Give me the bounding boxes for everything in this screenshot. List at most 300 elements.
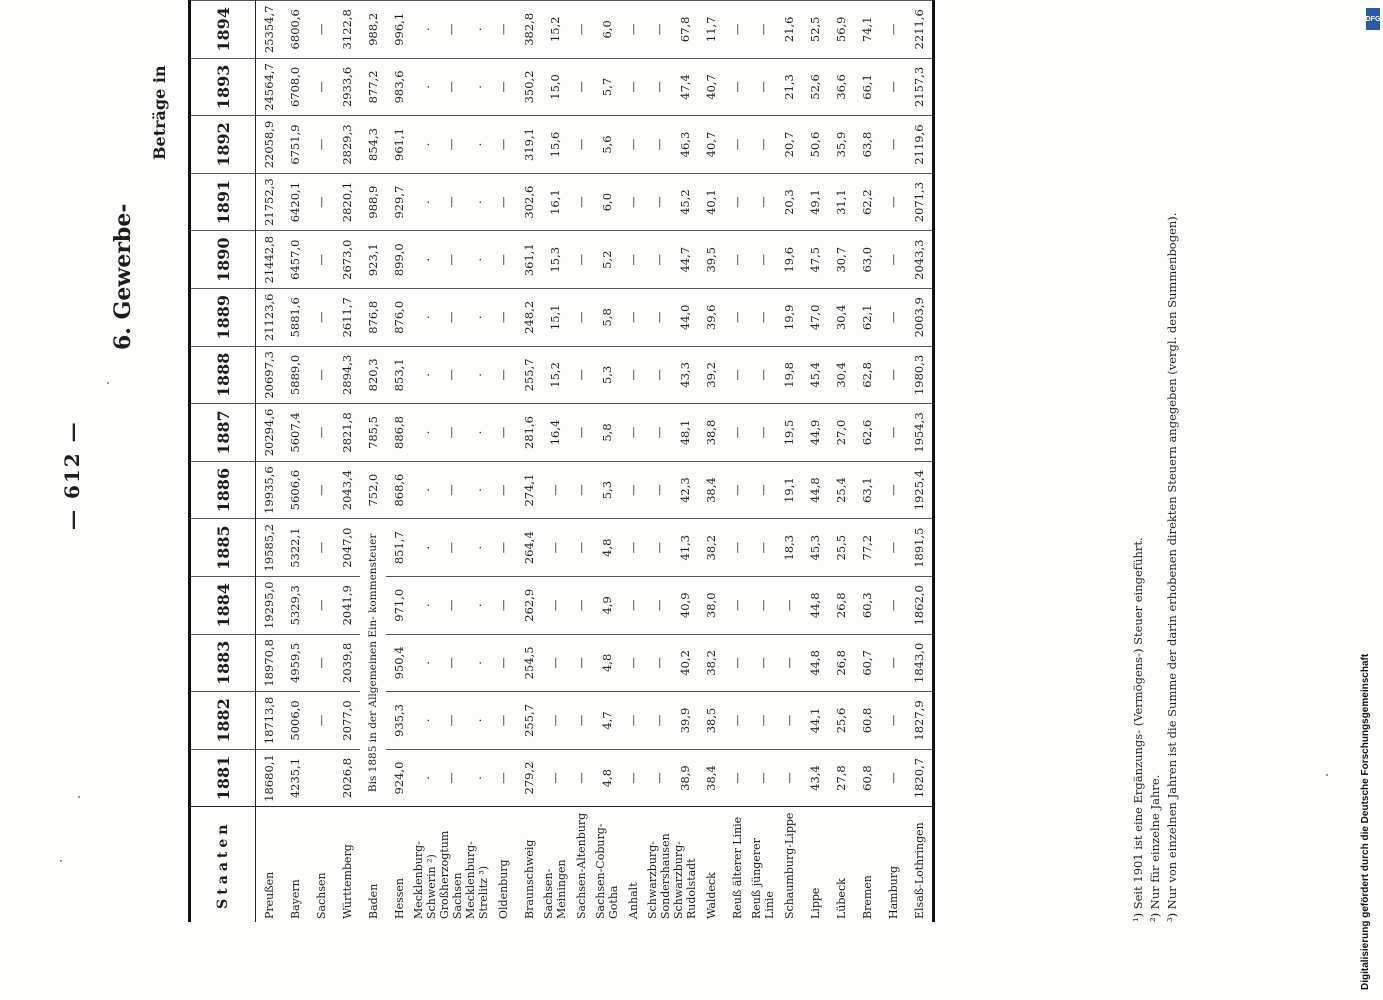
table-cell: . — [412, 289, 438, 347]
table-cell: . — [464, 346, 490, 404]
table-cell: — — [490, 58, 516, 116]
table-cell: — — [880, 289, 906, 347]
table-cell: 19,8 — [776, 346, 802, 404]
table-cell: — — [750, 1, 776, 59]
table-cell: 52,5 — [802, 1, 828, 59]
state-name: Waldeck — [698, 807, 724, 922]
table-cell: 39,5 — [698, 231, 724, 289]
table-cell: 820,3 — [360, 346, 386, 404]
table-cell: 30,7 — [828, 231, 854, 289]
table-cell: — — [308, 58, 334, 116]
table-cell: 52,6 — [802, 58, 828, 116]
table-cell: — — [880, 749, 906, 807]
table-cell: 2894,3 — [334, 346, 360, 404]
table-cell: — — [568, 404, 594, 462]
table-cell: 56,9 — [828, 1, 854, 59]
table-row — [464, 1, 490, 923]
state-name: Bremen — [854, 807, 880, 922]
table-row — [828, 1, 854, 923]
scan-speck — [107, 382, 109, 384]
table-cell: — — [490, 116, 516, 174]
table-cell: 262,9 — [516, 576, 542, 634]
table-cell: — — [490, 749, 516, 807]
table-cell: 38,9 — [672, 749, 698, 807]
state-name: Schwarzburg-Rudolstadt — [672, 807, 698, 922]
table-cell: — — [438, 231, 464, 289]
table-cell: . — [464, 231, 490, 289]
table-cell: . — [412, 346, 438, 404]
table-cell: 1891,5 — [906, 519, 934, 577]
table-cell: 2047,0 — [334, 519, 360, 577]
table-cell: — — [750, 519, 776, 577]
table-cell: 21,3 — [776, 58, 802, 116]
table-row — [412, 1, 438, 923]
table-row — [542, 1, 568, 923]
table-cell: 2821,8 — [334, 404, 360, 462]
table-cell: — — [620, 576, 646, 634]
table-cell: — — [568, 346, 594, 404]
table-cell: — — [750, 58, 776, 116]
table-cell: 983,6 — [386, 58, 412, 116]
year-header: 1882 — [190, 692, 256, 750]
table-cell: — — [568, 634, 594, 692]
table-cell: 2673,0 — [334, 231, 360, 289]
table-cell: 899,0 — [386, 231, 412, 289]
table-cell: 950,4 — [386, 634, 412, 692]
table-cell: 30,4 — [828, 346, 854, 404]
table-cell: . — [412, 116, 438, 174]
table-cell: — — [438, 634, 464, 692]
table-cell: 50,6 — [802, 116, 828, 174]
table-cell: 2039,8 — [334, 634, 360, 692]
table-cell: 35,9 — [828, 116, 854, 174]
table-cell: — — [880, 576, 906, 634]
table-cell: 15,1 — [542, 289, 568, 347]
table-cell: 3122,8 — [334, 1, 360, 59]
table-cell: 2933,6 — [334, 58, 360, 116]
table-cell: 63,8 — [854, 116, 880, 174]
table-cell: 20,3 — [776, 173, 802, 231]
table-cell: . — [464, 116, 490, 174]
table-cell: 20294,6 — [256, 404, 283, 462]
tax-table — [188, 0, 935, 922]
table-cell: 42,3 — [672, 461, 698, 519]
table-cell: — — [438, 519, 464, 577]
table-cell: — — [646, 173, 672, 231]
table-cell: — — [646, 749, 672, 807]
table-cell: 20697,3 — [256, 346, 283, 404]
state-name: Lippe — [802, 807, 828, 922]
table-cell: 2043,3 — [906, 231, 934, 289]
year-header: 1884 — [190, 576, 256, 634]
table-cell: 19935,6 — [256, 461, 283, 519]
state-name: Sachsen-Coburg-Gotha — [594, 807, 620, 922]
table-cell: . — [412, 404, 438, 462]
state-name: Anhalt — [620, 807, 646, 922]
table-cell: 5,3 — [594, 461, 620, 519]
table-cell: — — [880, 692, 906, 750]
table-cell: . — [464, 461, 490, 519]
table-cell: — — [880, 404, 906, 462]
table-cell: — — [620, 1, 646, 59]
table-cell: 6751,9 — [282, 116, 308, 174]
state-name: Sachsen-Altenburg — [568, 807, 594, 922]
table-cell: 2119,6 — [906, 116, 934, 174]
table-cell: — — [724, 58, 750, 116]
table-cell: 19,5 — [776, 404, 802, 462]
table-cell: 4,9 — [594, 576, 620, 634]
table-cell: — — [620, 116, 646, 174]
table-cell: 15,2 — [542, 1, 568, 59]
table-cell: — — [724, 116, 750, 174]
table-row — [724, 1, 750, 923]
table-cell: — — [568, 116, 594, 174]
table-cell: 996,1 — [386, 1, 412, 59]
table-row — [802, 1, 828, 923]
table-cell: — — [490, 346, 516, 404]
table-cell: . — [464, 404, 490, 462]
table-cell: 4,8 — [594, 519, 620, 577]
table-cell: — — [490, 692, 516, 750]
table-cell: 19,9 — [776, 289, 802, 347]
merged-note-cell: Bis 1885 in der Allgemeinen Ein- kommensteuer — [360, 519, 386, 807]
table-cell: 988,9 — [360, 173, 386, 231]
table-cell: 924,0 — [386, 749, 412, 807]
table-cell: — — [750, 749, 776, 807]
table-cell: — — [724, 749, 750, 807]
table-cell: 886,8 — [386, 404, 412, 462]
table-cell: 5,3 — [594, 346, 620, 404]
state-name: Braunschweig — [516, 807, 542, 922]
table-cell: 785,5 — [360, 404, 386, 462]
table-cell: 5889,0 — [282, 346, 308, 404]
table-cell: — — [568, 58, 594, 116]
table-cell: . — [464, 289, 490, 347]
year-header: 1886 — [190, 461, 256, 519]
table-cell: 27,0 — [828, 404, 854, 462]
table-row — [646, 1, 672, 923]
table-cell: 5,8 — [594, 289, 620, 347]
table-cell: 876,8 — [360, 289, 386, 347]
table-row — [620, 1, 646, 923]
scan-speck — [60, 860, 62, 862]
section-title: 6. Gewerbe- — [110, 203, 136, 350]
table-cell: 4,7 — [594, 692, 620, 750]
table-cell: . — [412, 1, 438, 59]
table-row — [360, 1, 386, 923]
state-name: Württemberg — [334, 807, 360, 922]
table-cell: 40,9 — [672, 576, 698, 634]
table-cell: . — [412, 58, 438, 116]
table-cell: — — [438, 461, 464, 519]
table-cell: 274,1 — [516, 461, 542, 519]
table-cell: — — [542, 692, 568, 750]
table-cell: . — [412, 749, 438, 807]
table-cell: 44,0 — [672, 289, 698, 347]
table-cell: — — [880, 231, 906, 289]
table-row — [880, 1, 906, 923]
table-cell: 2043,4 — [334, 461, 360, 519]
table-cell: — — [646, 231, 672, 289]
table-cell: 1827,9 — [906, 692, 934, 750]
table-cell: — — [646, 116, 672, 174]
footnotes — [1130, 213, 1181, 922]
table-cell: 39,6 — [698, 289, 724, 347]
table-cell: 2820,1 — [334, 173, 360, 231]
table-cell: 4235,1 — [282, 749, 308, 807]
table-cell: — — [776, 634, 802, 692]
table-cell: 18680,1 — [256, 749, 283, 807]
table-cell: — — [646, 346, 672, 404]
table-cell: — — [308, 289, 334, 347]
table-cell: — — [724, 461, 750, 519]
table-cell: — — [308, 173, 334, 231]
table-cell: 38,0 — [698, 576, 724, 634]
table-cell: 15,0 — [542, 58, 568, 116]
table-cell: — — [620, 519, 646, 577]
table-cell: 1980,3 — [906, 346, 934, 404]
table-cell: — — [880, 519, 906, 577]
table-cell: — — [568, 173, 594, 231]
state-name: Sachsen-Meiningen — [542, 807, 568, 922]
table-cell: 929,7 — [386, 173, 412, 231]
state-name: Mecklenburg-Strelitz ³) — [464, 807, 490, 922]
table-cell: 38,4 — [698, 749, 724, 807]
table-cell: 30,4 — [828, 289, 854, 347]
table-cell: — — [438, 749, 464, 807]
table-cell: — — [880, 634, 906, 692]
table-cell: 24564,7 — [256, 58, 283, 116]
table-cell: 877,2 — [360, 58, 386, 116]
table-cell: — — [750, 461, 776, 519]
table-cell: — — [750, 116, 776, 174]
table-cell: — — [620, 289, 646, 347]
table-cell: 19585,2 — [256, 519, 283, 577]
table-cell: 361,1 — [516, 231, 542, 289]
table-cell: 1843,0 — [906, 634, 934, 692]
table-row — [568, 1, 594, 923]
table-cell: 1820,7 — [906, 749, 934, 807]
table-cell: — — [568, 749, 594, 807]
table-row — [490, 1, 516, 923]
table-cell: 281,6 — [516, 404, 542, 462]
table-cell: 15,3 — [542, 231, 568, 289]
table-cell: 2077,0 — [334, 692, 360, 750]
table-cell: 279,2 — [516, 749, 542, 807]
table-row — [698, 1, 724, 923]
table-cell: 21752,3 — [256, 173, 283, 231]
table-cell: — — [880, 461, 906, 519]
table-cell: — — [646, 404, 672, 462]
table-row — [256, 1, 283, 923]
table-cell: 49,1 — [802, 173, 828, 231]
table-cell: — — [776, 576, 802, 634]
table-cell: — — [542, 519, 568, 577]
table-cell: — — [568, 289, 594, 347]
table-cell: 5881,6 — [282, 289, 308, 347]
table-cell: 5606,6 — [282, 461, 308, 519]
table-cell: 350,2 — [516, 58, 542, 116]
table-cell: . — [464, 58, 490, 116]
table-cell: — — [750, 289, 776, 347]
table-cell: — — [724, 346, 750, 404]
table-cell: — — [620, 461, 646, 519]
year-header: 1887 — [190, 404, 256, 462]
table-cell: — — [438, 576, 464, 634]
state-name: Sachsen — [308, 807, 334, 922]
table-cell: — — [308, 634, 334, 692]
table-cell: 60,7 — [854, 634, 880, 692]
table-cell: 40,1 — [698, 173, 724, 231]
table-cell: 40,2 — [672, 634, 698, 692]
table-row — [516, 1, 542, 923]
state-name: Hessen — [386, 807, 412, 922]
table-cell: — — [750, 634, 776, 692]
table-cell: 254,5 — [516, 634, 542, 692]
table-cell: 48,1 — [672, 404, 698, 462]
table-cell: — — [646, 692, 672, 750]
table-cell: — — [438, 404, 464, 462]
table-cell: . — [412, 519, 438, 577]
table-cell: 62,2 — [854, 173, 880, 231]
table-cell: 43,4 — [802, 749, 828, 807]
table-cell: 18,3 — [776, 519, 802, 577]
table-cell: 39,2 — [698, 346, 724, 404]
table-cell: 11,7 — [698, 1, 724, 59]
table-cell: 2211,6 — [906, 1, 934, 59]
table-cell: 40,7 — [698, 58, 724, 116]
year-header: 1888 — [190, 346, 256, 404]
table-cell: 66,1 — [854, 58, 880, 116]
state-name: Elsaß-Lothringen — [906, 807, 934, 922]
table-cell: 38,4 — [698, 461, 724, 519]
table-cell: 15,2 — [542, 346, 568, 404]
table-cell: 6457,0 — [282, 231, 308, 289]
footnote-3: ³) Nur von einzelnen Jahren ist die Summe der darin erhobenen direkten Steuern angegeben (vergl. den Summenbogen). — [1165, 212, 1179, 922]
year-header: 1885 — [190, 519, 256, 577]
table-cell: 2829,3 — [334, 116, 360, 174]
table-cell: 41,3 — [672, 519, 698, 577]
table-cell: 935,3 — [386, 692, 412, 750]
table-cell: 4,8 — [594, 749, 620, 807]
table-cell: — — [490, 461, 516, 519]
table-cell: 923,1 — [360, 231, 386, 289]
table-cell: 5006,0 — [282, 692, 308, 750]
table-row — [386, 1, 412, 923]
table-cell: 1954,3 — [906, 404, 934, 462]
table-cell: 1925,4 — [906, 461, 934, 519]
table-cell: . — [464, 692, 490, 750]
state-name: Preußen — [256, 807, 283, 922]
table-cell: 26,8 — [828, 576, 854, 634]
table-cell: 5,2 — [594, 231, 620, 289]
table-row — [334, 1, 360, 923]
table-cell: — — [724, 576, 750, 634]
table-cell: — — [308, 461, 334, 519]
table-cell: — — [724, 519, 750, 577]
table-cell: . — [464, 749, 490, 807]
table-row — [776, 1, 802, 923]
table-row — [438, 1, 464, 923]
table-cell: . — [412, 461, 438, 519]
table-row — [750, 1, 776, 923]
table-cell: 60,8 — [854, 749, 880, 807]
table-cell: — — [490, 231, 516, 289]
table-cell: — — [438, 1, 464, 59]
table-cell: 40,7 — [698, 116, 724, 174]
table-cell: 2003,9 — [906, 289, 934, 347]
table-cell: 5322,1 — [282, 519, 308, 577]
table-cell: 6,0 — [594, 1, 620, 59]
table-cell: 15,6 — [542, 116, 568, 174]
table-cell: . — [464, 634, 490, 692]
table-cell: 45,3 — [802, 519, 828, 577]
table-cell: 67,8 — [672, 1, 698, 59]
table-cell: — — [724, 231, 750, 289]
table-cell: — — [620, 231, 646, 289]
dfg-logo: DFG — [1366, 8, 1380, 30]
table-cell: — — [646, 634, 672, 692]
table-cell: 39,9 — [672, 692, 698, 750]
table-cell: — — [542, 634, 568, 692]
table-cell: 5,7 — [594, 58, 620, 116]
table-cell: 38,5 — [698, 692, 724, 750]
table-cell: 22058,9 — [256, 116, 283, 174]
table-cell: 62,8 — [854, 346, 880, 404]
table-cell: — — [724, 289, 750, 347]
table-cell: — — [620, 404, 646, 462]
year-header: 1881 — [190, 749, 256, 807]
table-cell: — — [646, 519, 672, 577]
table-cell: 44,8 — [802, 576, 828, 634]
table-cell: 851,7 — [386, 519, 412, 577]
table-row — [594, 1, 620, 923]
table-cell: . — [412, 576, 438, 634]
page-number: — 612 — — [60, 420, 84, 530]
table-cell: — — [620, 692, 646, 750]
table-cell: — — [620, 749, 646, 807]
table-cell: 853,1 — [386, 346, 412, 404]
table-row — [854, 1, 880, 923]
state-name: Baden — [360, 807, 386, 922]
table-cell: 62,6 — [854, 404, 880, 462]
scan-speck — [1326, 774, 1328, 776]
year-header: 1890 — [190, 231, 256, 289]
table-cell: 1862,0 — [906, 576, 934, 634]
table-cell: — — [724, 692, 750, 750]
year-header: 1893 — [190, 58, 256, 116]
table-cell: — — [568, 576, 594, 634]
table-row — [308, 1, 334, 923]
table-cell: 255,7 — [516, 692, 542, 750]
table-cell: 60,8 — [854, 692, 880, 750]
table-cell: — — [750, 231, 776, 289]
table-cell: 25,4 — [828, 461, 854, 519]
year-header: 1894 — [190, 1, 256, 59]
table-cell: — — [490, 173, 516, 231]
table-cell: 961,1 — [386, 116, 412, 174]
table-cell: 47,5 — [802, 231, 828, 289]
table-cell: — — [438, 173, 464, 231]
table-cell: — — [490, 289, 516, 347]
table-cell: 77,2 — [854, 519, 880, 577]
table-cell: 21442,8 — [256, 231, 283, 289]
table-cell: 27,8 — [828, 749, 854, 807]
table-cell: — — [568, 461, 594, 519]
table-cell: — — [750, 692, 776, 750]
table-cell: — — [750, 404, 776, 462]
table-cell: 45,4 — [802, 346, 828, 404]
